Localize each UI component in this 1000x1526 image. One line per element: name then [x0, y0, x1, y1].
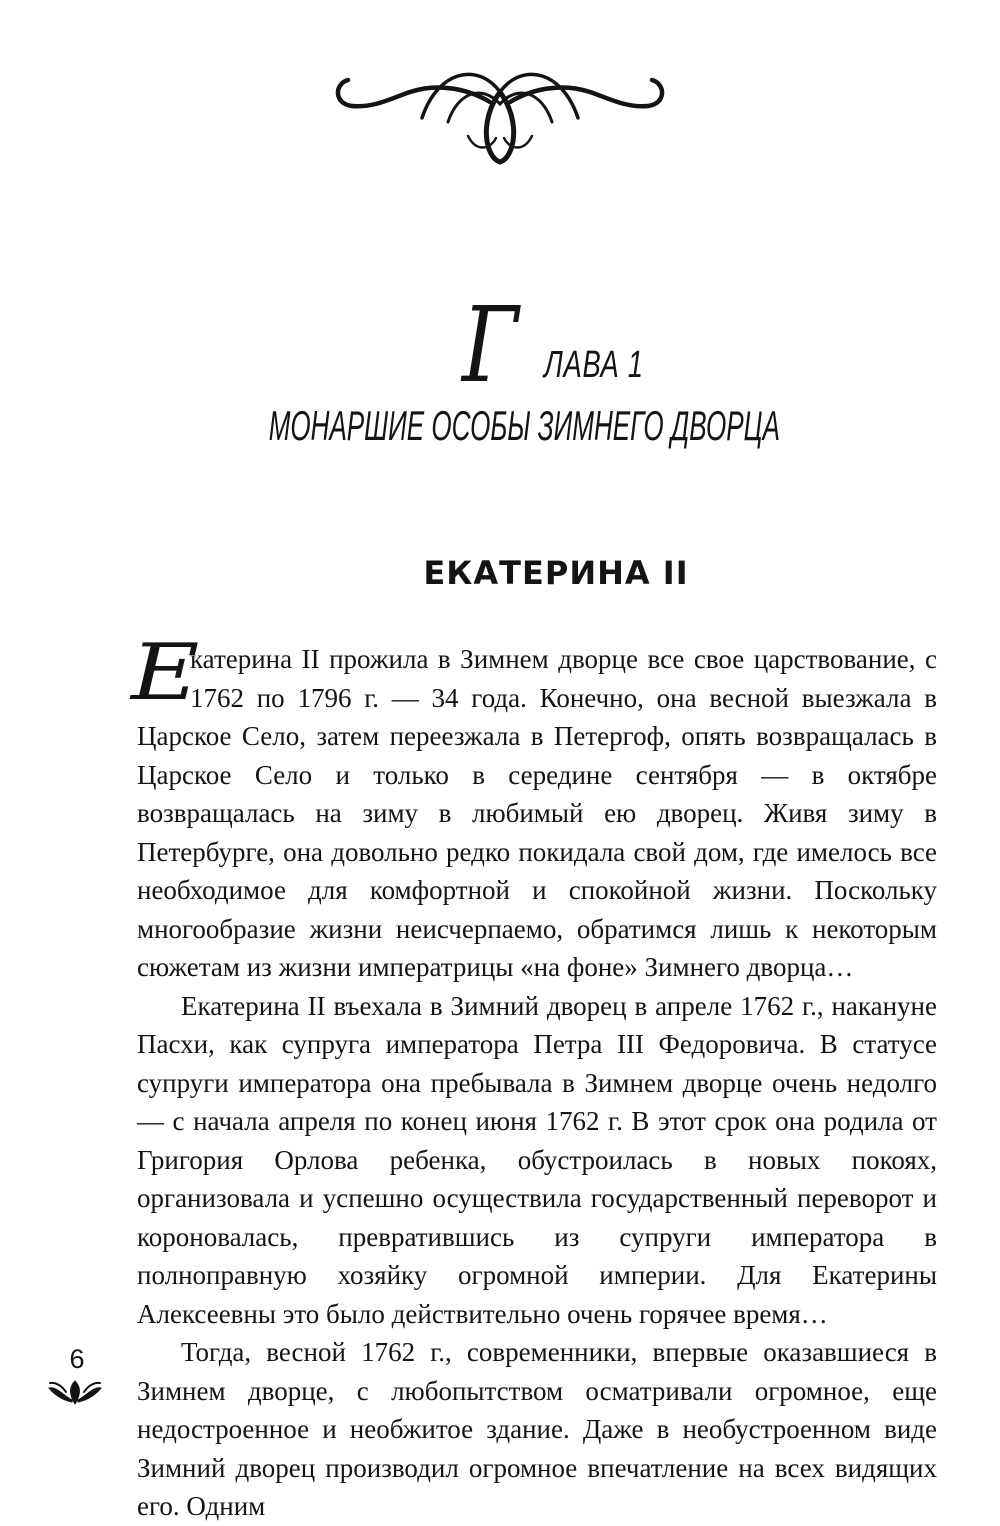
paragraph-text: катерина II прожила в Зимнем дворце все свое царствование, с 1762 по 1796 г. — 34 года. Конечно, она весной выезжала в Царское Село, затем переезжала в Петергоф, опять возвращалась в Царское Село и только в середине сентября — в октябре возвращалась на зиму в любимый ею дворец. Живя зиму в Петербурге, она довольно редко покидала свой дом, где имелось все необходимое для комфортной и спокойной жизни. Поскольку многообразие жизни неисчерпаемо, обратимся лишь к некоторым сюжетам из жизни императрицы «на фоне» Зимнего дворца…	[137, 644, 937, 982]
section-title: ЕКАТЕРИНА II	[423, 554, 689, 592]
chapter-subtitle-text: МОНАРШИЕ ОСОБЫ ЗИМНЕГО ДВОРЦА	[268, 402, 780, 449]
paragraph: Екатерина II въехала в Зимний дворец в апреле 1762 г., накануне Пасхи, как супруга императора Петра III Федоровича. В статусе супруги императора она пребывала в Зимнем дворце очень недолго — с начала апреля по конец июня 1762 г. В этот срок она родила от Григория Орлова ребенка, обустроилась в новых покоях, организовала и успешно осуществила государственный переворот и короновалась, превратившись из супруги императора в полноправную хозяйку огромной империи. Для Екатерины Алексеевны это было действительно очень горячее время…	[137, 990, 937, 1329]
page-number: 6	[69, 1344, 85, 1374]
paragraph: Тогда, весной 1762 г., современники, впервые оказавшиеся в Зимнем дворце, с любопытством осматривали огромное, еще недостроенное и необжитое здание. Даже в необустроенном виде Зимний дворец производил огромное впечатление на всех видящих его. Одним	[137, 1337, 937, 1521]
chapter-subtitle	[0, 396, 1000, 456]
dropcap: Е	[131, 628, 200, 718]
body-text	[131, 628, 937, 1526]
floral-ornament-icon	[46, 1378, 104, 1406]
chapter-initial: Г	[462, 284, 519, 406]
chapter-heading	[0, 284, 1000, 406]
chapter-label: ЛАВА 1	[544, 344, 644, 386]
flourish-ornament-icon	[330, 40, 670, 175]
paragraph	[131, 628, 937, 987]
